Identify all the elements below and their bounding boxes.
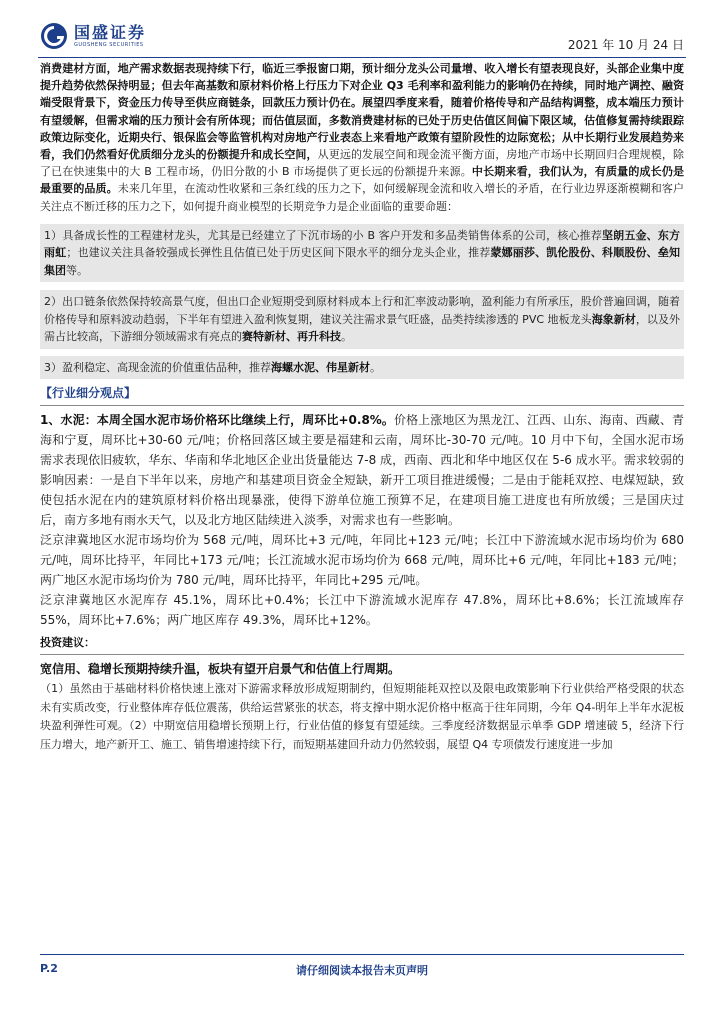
invest-paragraph: （1）虽然由于基础材料价格快速上涨对下游需求释放形成短期制约，但短期能耗双控以及限电政策影响下行业供给严格受限的状态未有实质改变，行业整体库存低位震荡，供给运营紧张的状态，将支撑中期水泥价格中枢高于往年同期，今年 Q4-明年上半年水泥板块盈利弹性可观。（2）中期宽信用稳增长预期上行，行业估值的修复有望延续。三季度经济数据显示单季 GDP 增速破 5，经济下行压力增大，地产新开工、施工、销售增速持续下行，而短期基建回升动力仍然较弱，展望 Q4 专项债发行速度进一步加: [40, 682, 684, 751]
invest-divider: [40, 654, 684, 655]
box-bold: 坚朗五金、东方雨虹: [44, 228, 680, 260]
intro-bold-text: 消费建材方面，地产需求数据表现持续下行，临近三季报窗口期，预计细分龙头公司量增、收入增长有望表现良好，头部企业集中度提升趋势依然保持明显；但去年高基数和原材料价格上行压力下对企业 Q3 毛利率和盈利能力的影响仍在持续，同时地产调控、融资端受限背景下，资金压力传导至供应商链条，回款压力预计仍在。展望四季度来看，随着价格传导和产品结构调整，成本端压力预计有望缓解，但需求端的压力预计会有所体现；而估值层面，多数消费建材标的已处于历史估值区间偏下限区域，估值修复需持续跟踪政策边际变化，近期央行、银保监会等监管机构对房地产行业表态上来看地产政策有望阶段性的边际宽松；从中长期行业发展趋势来看，我们仍然看好优质细分龙头的份额提升和成长空间，: [40, 62, 684, 162]
cement-paragraph-3: 泛京津冀地区水泥库存 45.1%，周环比+0.4%；长江中下游流域水泥库存 47.8%，周环比+8.6%；长江流域库存 55%，周环比+7.6%；两广地区库存 49.3%，周环比+12%。: [40, 593, 684, 628]
intro-text-2: 未来几年里，在流动性收紧和三条红线的压力之下，如何缓解现金流和收入增长的矛盾，在行业边界逐渐模糊和客户关注点不断迁移的压力之下，如何提升商业模型的长期竞争力是企业面临的重要命题：: [40, 182, 685, 213]
invest-title: 宽信用、稳增长预期持续升温，板块有望开启景气和估值上行周期。: [40, 662, 401, 677]
logo-name-cn: 国盛证券: [74, 23, 147, 42]
logo-name-en: GUOSHENG SECURITIES: [74, 42, 144, 48]
box-text: 。: [370, 360, 381, 374]
page-number: P.2: [40, 962, 58, 975]
recommendation-box-2: [40, 290, 684, 349]
box-text: 2）出口链条依然保持较高景气度，但出口企业短期受到原材料成本上行和汇率波动影响，盈利能力有所承压，股价普遍回调，随着价格传导和原料波动趋弱，下半年有望进入盈利恢复期，建议关注需求景气旺盛，品类持续渗透的 PVC 地板龙头: [44, 295, 680, 326]
recommendation-box-3: [40, 356, 684, 380]
recommendation-box-1: [40, 224, 684, 283]
header-divider: [38, 57, 686, 58]
company-logo: [40, 22, 146, 50]
box-bold: 赛特新材、再升科技: [242, 330, 341, 344]
box-text: 。: [341, 330, 352, 344]
section-divider: [40, 405, 684, 406]
intro-text-1: 从更远的发展空间和现金流平衡方面，房地产市场中长期回归合理规模，除了已在快速集中的大 B 工程市场，仍旧分散的小 B 市场提供了更长远的份额提升来源。: [40, 148, 685, 179]
box-text: 3）盈利稳定、高现金流的价值重估品种，推荐: [44, 360, 271, 374]
footer-disclaimer: 请仔细阅读本报告末页声明: [296, 964, 428, 977]
box-bold: 海象新材: [591, 312, 636, 326]
cement-paragraph-1: [40, 410, 684, 530]
cement-text-1: 价格上涨地区为黑龙江、江西、山东、海南、西藏、青海和宁夏，周环比+30-60 元/吨；价格回落区域主要是福建和云南，周环比-30-70 元/吨。10 月中下旬，全国水泥市场需求表现依旧疲软，华东、华南和华北地区企业出货量能达 7-8 成，西南、西北和华中地区仅在 5-6 成水平。需求较弱的影响因素：一是自下半年以来，房地产和基建项目资金全短缺，新开工项目推进缓慢；二是由于能耗双控、电煤短缺，致使包括水泥在内的建筑原材料价格出现暴涨，使得下游单位施工预算不足，在建项目施工进度也有所放缓；三是国庆过后，南方多地有雨水天气，以及北方地区陆续进入淡季，对需求也有一些影响。: [40, 413, 684, 528]
box-text: ；也建议关注具备较强成长弹性且估值已处于历史区间下限水平的细分龙头企业，推荐: [66, 246, 491, 260]
box-bold: 蒙娜丽莎、凯伦股份、科顺股份、垒知集团: [44, 246, 681, 277]
footer-divider: [40, 954, 684, 955]
box-text: ，以及外需占比较高，下游细分领域需求有亮点的: [44, 312, 680, 344]
page-header: [0, 0, 724, 58]
cement-title: 1、水泥：本周全国水泥市场价格环比继续上行，周环比+0.8%。: [40, 413, 394, 428]
section-heading: 【行业细分观点】: [40, 386, 137, 401]
box-text: 1）具备成长性的工程建材龙头，尤其是已经建立了下沉市场的小 B 客户开发和多品类销售体系的公司，核心推荐: [44, 228, 602, 242]
invest-heading: 投资建议：: [40, 636, 95, 650]
cement-paragraph-2: 泛京津冀地区水泥市场均价为 568 元/吨，周环比+3 元/吨，年同比+123 元/吨；长江中下游流域水泥市场均价为 680 元/吨，周环比持平，年同比+173 元/吨；长江流域水泥市场均价为 668 元/吨，周环比+6 元/吨，年同比+183 元/吨；两广地区水泥市场均价为 780 元/吨，周环比持平，年同比+295 元/吨。: [40, 533, 684, 588]
box-text: 等。: [66, 263, 88, 277]
intro-bold-2: 中长期来看，我们认为，有质量的成长仍是最重要的品质。: [40, 165, 684, 196]
guosheng-logo-icon: [40, 22, 68, 50]
page-content: [40, 60, 684, 754]
page-footer: [40, 954, 684, 984]
intro-paragraph: [40, 60, 684, 215]
box-bold: 海螺水泥、伟星新材: [271, 360, 370, 374]
report-date: 2021 年 10 月 24 日: [567, 38, 684, 52]
